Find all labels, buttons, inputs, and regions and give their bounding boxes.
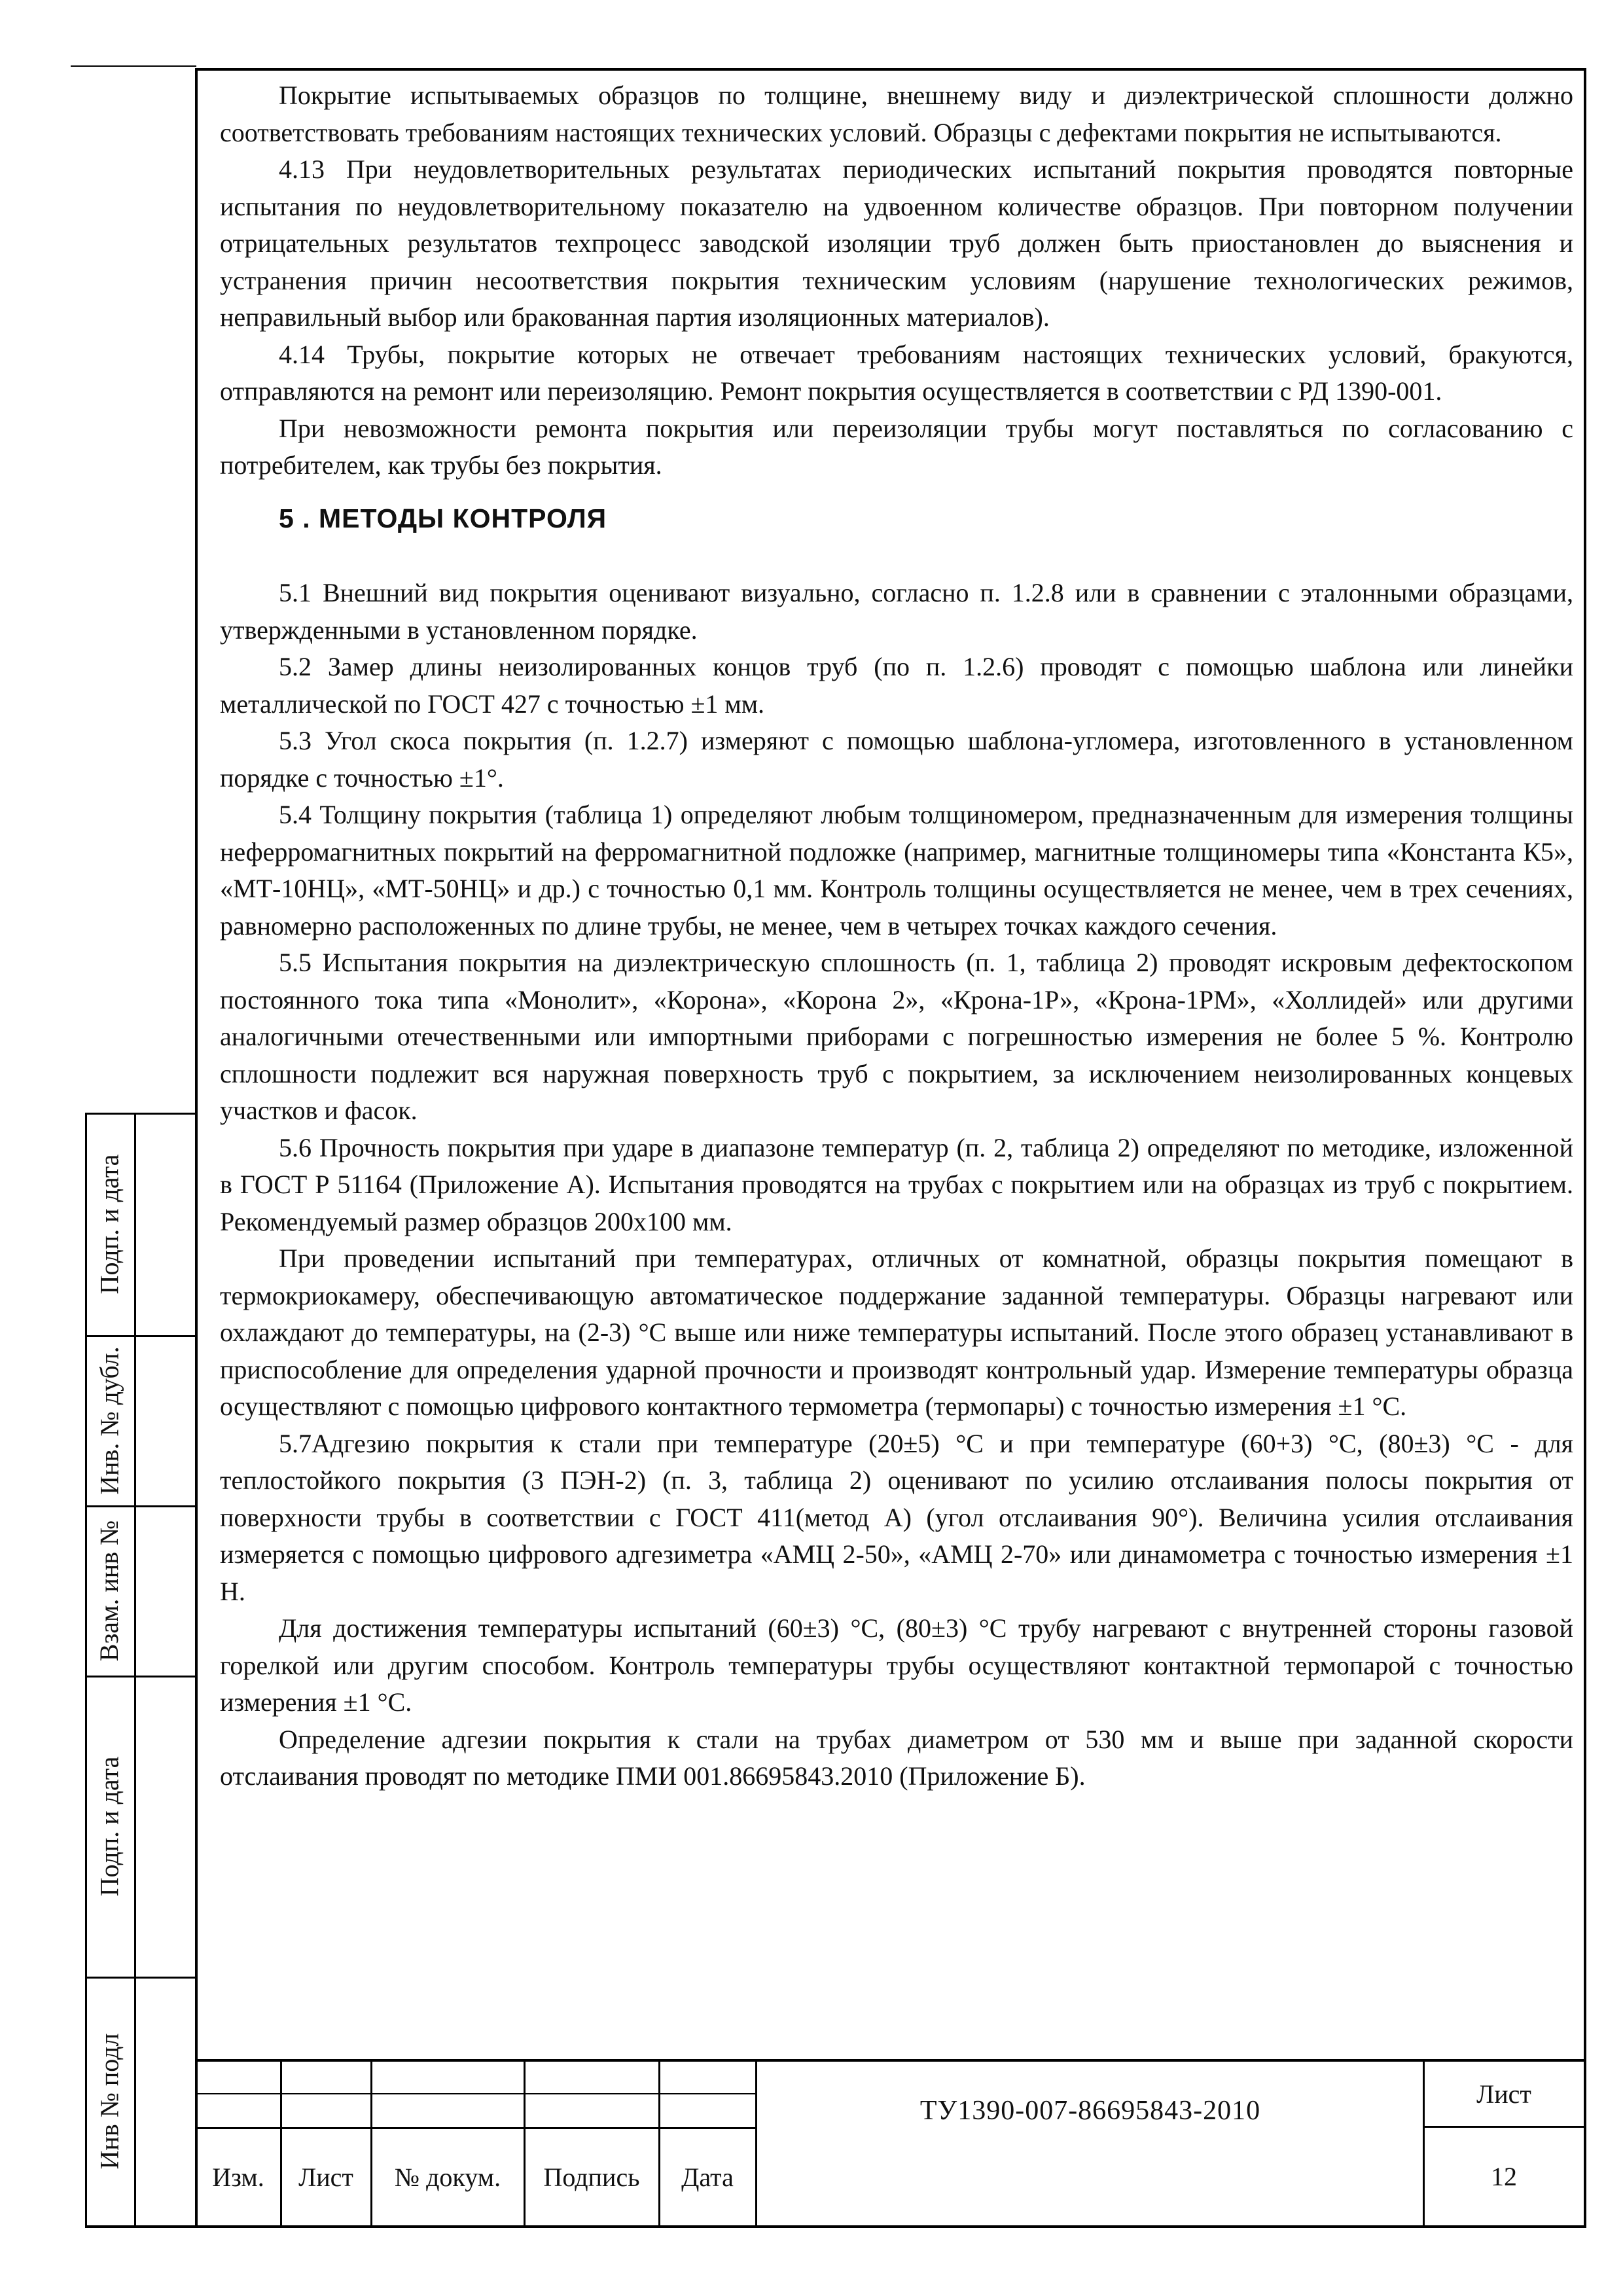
side-stamp-label: Инв. № дубл.: [94, 1346, 124, 1495]
paragraph: 4.14 Трубы, покрытие которых не отвечает требованиям настоящих технических условий, бракуются, отправляются на ремонт или переизоляцию. Ремонт покрытия осуществляется в соответствии с РД 1390-001.: [220, 339, 1573, 406]
sheet-number: 12: [1491, 2162, 1517, 2191]
side-stamp-cell: [86, 1505, 132, 1676]
frame-bottom-line: [85, 2225, 1586, 2228]
side-stamp-cell: [86, 1113, 132, 1335]
paragraph: При невозможности ремонта покрытия или переизоляции трубы могут поставляться по согласованию с потребителем, как трубы без покрытия.: [220, 413, 1573, 480]
side-stamp-label: Подп. и дата: [94, 1154, 124, 1294]
document-code: ТУ1390-007-86695843-2010: [919, 2096, 1261, 2126]
page-body: [220, 77, 1573, 1795]
side-stamp-label: Инв № подл: [94, 2033, 124, 2169]
filing-margin-line: [71, 65, 196, 67]
title-block-header-change: Изм.: [212, 2162, 264, 2192]
frame-right-line: [1584, 68, 1586, 2228]
title-block-header-date: Дата: [681, 2162, 734, 2192]
paragraph: 5.1 Внешний вид покрытия оценивают визуально, согласно п. 1.2.8 или в сравнении с эталонными образцами, утвержденными в установленном порядке.: [220, 578, 1573, 645]
paragraph: Для достижения температуры испытаний (60±3) °С, (80±3) °С трубу нагревают с внутренней стороны газовой горелкой или другим способом. Контроль температуры трубы осуществляют контактной термопарой с точностью измерения ±1 °С.: [220, 1613, 1573, 1717]
frame-top-line: [196, 68, 1586, 71]
paragraph: 5.5 Испытания покрытия на диэлектрическую сплошность (п. 1, таблица 2) проводят искровым дефектоскопом постоянного тока типа «Монолит», «Корона», «Корона 2», «Крона-1Р», «Крона-1РМ», «Холлидей» или другими аналогичными отечественными или импортными приборами с погрешностью измерения не более 5 %. Контролю сплошности подлежит вся наружная поверхность труб с покрытием, за исключением неизолированных концевых участков и фасок.: [220, 948, 1573, 1125]
sheet-label: Лист: [1476, 2079, 1531, 2109]
side-stamp-label: Подп. и дата: [94, 1756, 124, 1896]
paragraph: При проведении испытаний при температурах, отличных от комнатной, образцы покрытия помещают в термокриокамеру, обеспечивающую автоматическое поддержание заданной температуры. Образцы нагревают или охлаждают до температуры, на (2-3) °С выше или ниже температуры испытаний. После этого образец устанавливают в приспособление для определения ударной прочности и производят контрольный удар. Измерение температуры образца осуществляют с помощью цифрового контактного термометра (термопары) с точностью измерения ±1 °С.: [220, 1244, 1573, 1421]
side-stamp-inner-line: [134, 1113, 136, 2227]
side-stamp-cell: [86, 1676, 132, 1977]
paragraph: 5.7Адгезию покрытия к стали при температуре (20±5) °С и при температуре (60+3) °С, (80±3) °С - для теплостойкого покрытия (3 ПЭН-2) (п. 3, таблица 2) оценивают по усилию отслаивания полосы покрытия от поверхности трубы в соответствии с ГОСТ 411(метод А) (угол отслаивания 90°). Величина усилия отслаивания измеряется с помощью цифрового адгезиметра «АМЦ 2-50», «АМЦ 2-70» или динамометра с точностью измерения ±1 Н.: [220, 1428, 1573, 1606]
section-heading: 5 . МЕТОДЫ КОНТРОЛЯ: [279, 503, 607, 533]
frame-left-line: [195, 68, 198, 2228]
paragraph: 5.6 Прочность покрытия при ударе в диапазоне температур (п. 2, таблица 2) определяют по методике, изложенной в ГОСТ Р 51164 (Приложение А). Испытания проводятся на трубах с покрытием или на образцах из труб с покрытием. Рекомендуемый размер образцов 200х100 мм.: [220, 1132, 1573, 1236]
paragraph: 4.13 При неудовлетворительных результатах периодических испытаний покрытия проводятся повторные испытания по неудовлетворительному показателю на удвоенном количестве образцов. При повторном получении отрицательных результатов техпроцесс заводской изоляции труб должен быть приостановлен до выяснения и устранения причин несоответствия покрытия техническим условиям (нарушение технологических режимов, неправильный выбор или бракованная партия изоляционных материалов).: [220, 154, 1573, 332]
paragraph: Покрытие испытываемых образцов по толщине, внешнему виду и диэлектрической сплошности должно соответствовать требованиям настоящих технических условий. Образцы с дефектами покрытия не испытываются.: [220, 81, 1573, 147]
title-block-header-signature: Подпись: [543, 2162, 640, 2192]
paragraph: 5.2 Замер длины неизолированных концов труб (по п. 1.2.6) проводят с помощью шаблона или линейки металлической по ГОСТ 427 с точностью ±1 мм.: [220, 652, 1573, 719]
paragraph: 5.4 Толщину покрытия (таблица 1) определяют любым толщиномером, предназначенным для измерения толщины неферромагнитных покрытий на ферромагнитной подложке (например, магнитные толщиномеры типа «Константа К5», «МТ-10НЦ», «МТ-50НЦ» и др.) с точностью 0,1 мм. Контроль толщины осуществляется не менее, чем в трех сечениях, равномерно расположенных по длине трубы, не менее, чем в четырех точках каждого сечения.: [220, 800, 1573, 941]
side-stamp-cell: [86, 1977, 132, 2225]
side-stamp-cell: [86, 1335, 132, 1505]
paragraph: Определение адгезии покрытия к стали на трубах диаметром от 530 мм и выше при заданной скорости отслаивания проводят по методике ПМИ 001.86695843.2010 (Приложение Б).: [220, 1724, 1573, 1791]
title-block-header-sheet: Лист: [298, 2162, 353, 2192]
title-block-header-doc-number: № докум.: [394, 2162, 501, 2192]
paragraph: 5.3 Угол скоса покрытия (п. 1.2.7) измеряют с помощью шаблона-угломера, изготовленного в установленном порядке с точностью ±1°.: [220, 726, 1573, 793]
side-stamp-label: Взам. инв №: [94, 1520, 124, 1661]
